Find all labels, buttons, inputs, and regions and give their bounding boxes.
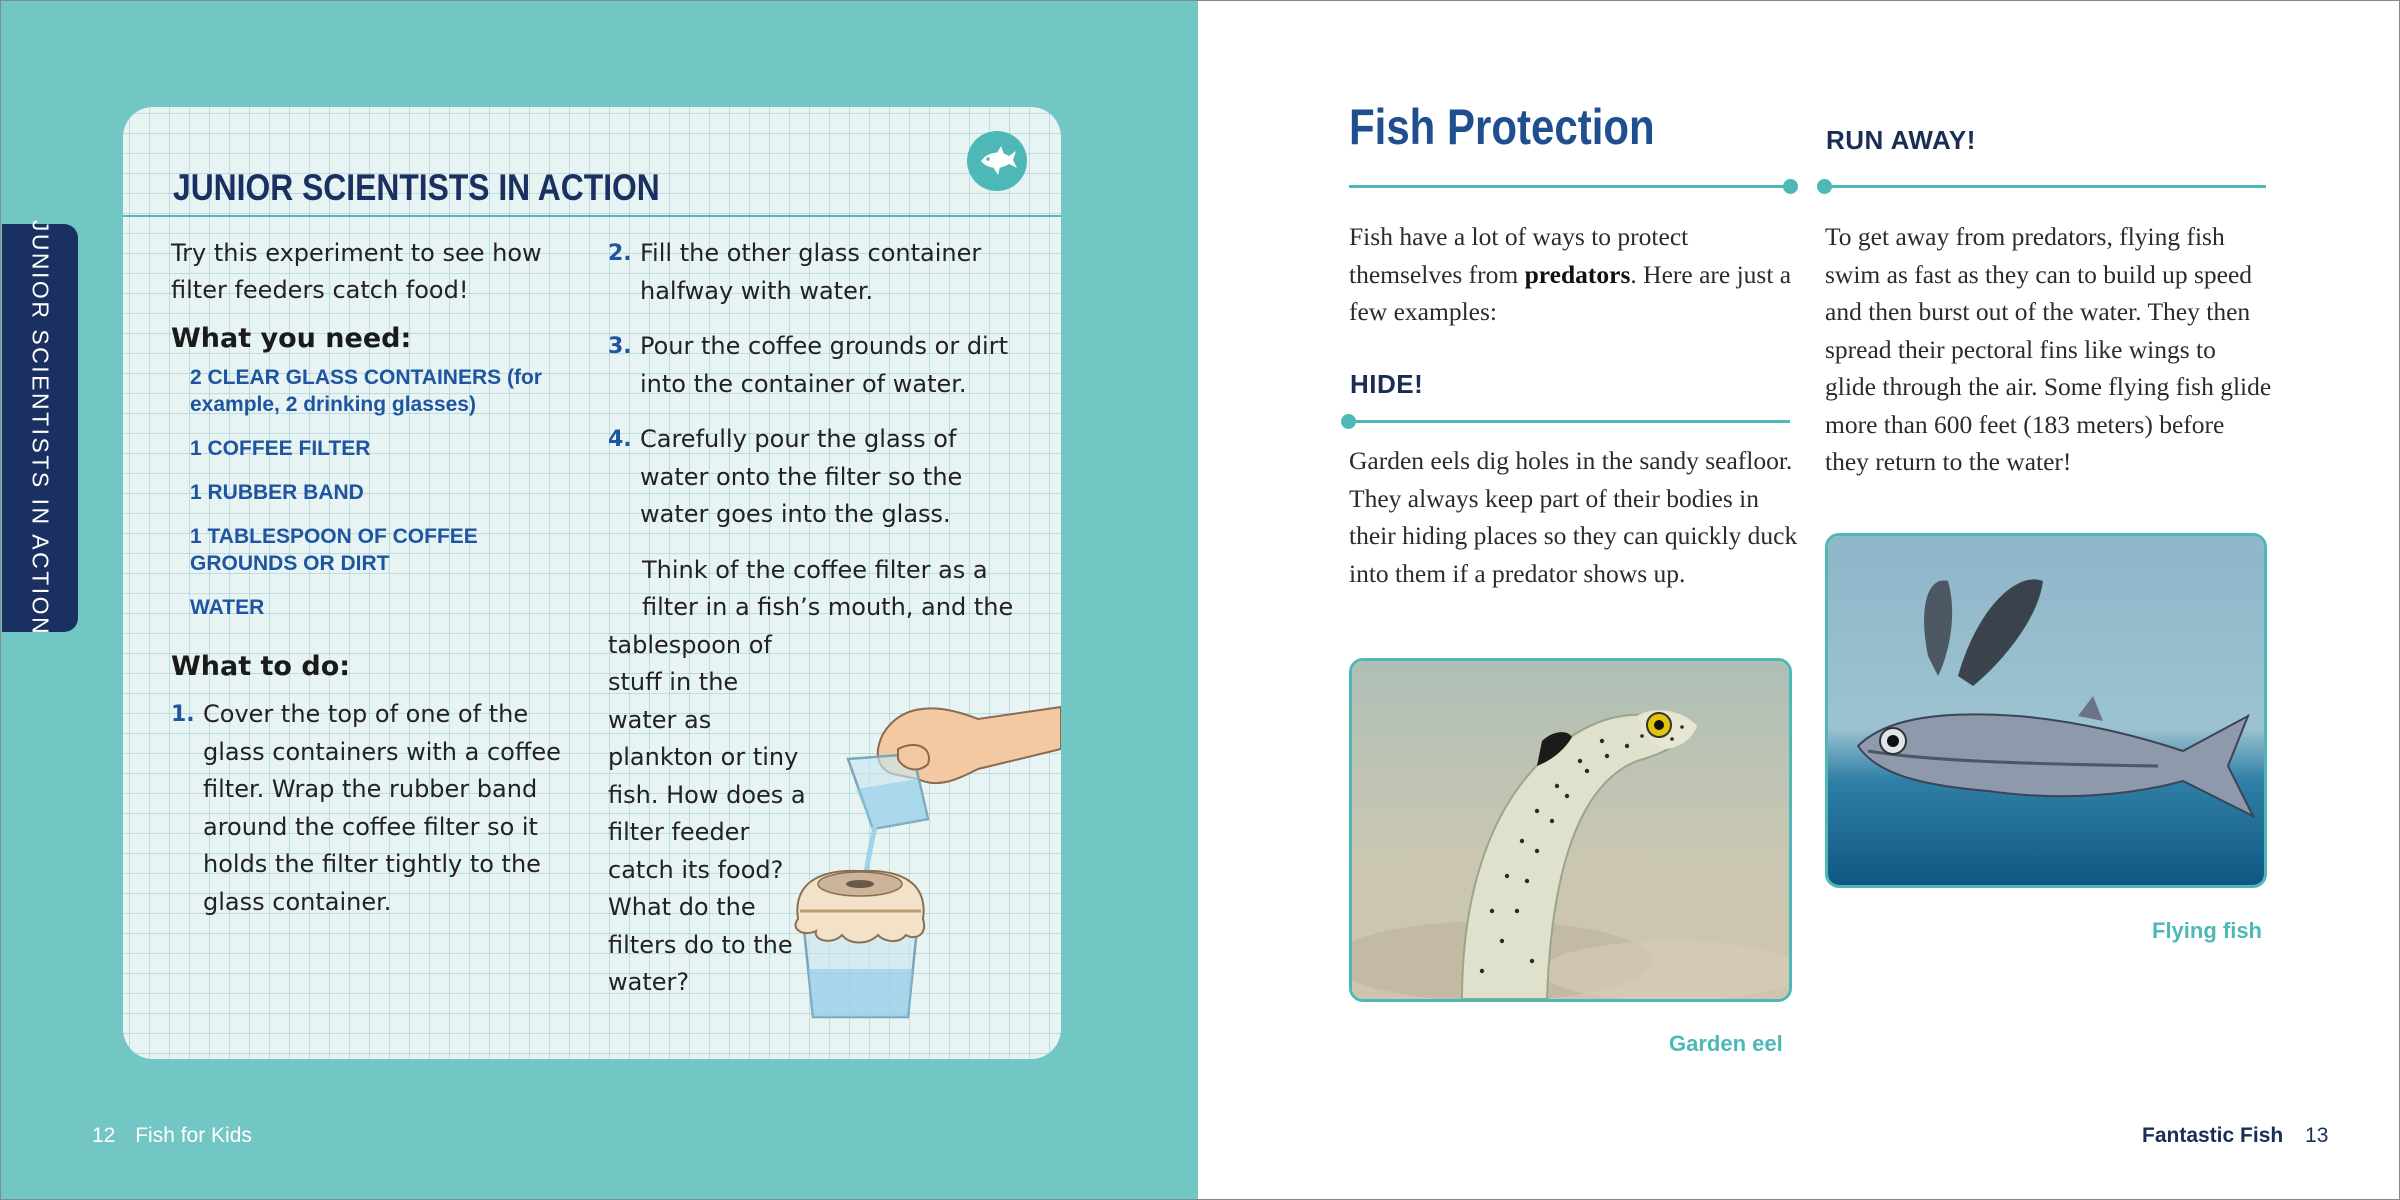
card-title-rule bbox=[123, 215, 1061, 217]
intro-paragraph bbox=[1349, 218, 1794, 331]
card-title: JUNIOR SCIENTISTS IN ACTION bbox=[173, 167, 660, 208]
step-item bbox=[608, 421, 1028, 534]
intro-text: Fish have a lot of ways to protect themselves from bbox=[1349, 222, 1689, 289]
pouring-illustration bbox=[778, 679, 1061, 1029]
garden-eel-photo bbox=[1349, 658, 1792, 1002]
need-item: 1 RUBBER BAND bbox=[190, 481, 364, 504]
step-text: Pour the coffee grounds or dirt into the container of water. bbox=[640, 332, 1009, 398]
step-list-start bbox=[171, 696, 571, 921]
experiment-card bbox=[123, 107, 1061, 1059]
hide-rule bbox=[1349, 420, 1790, 423]
run-away-heading: RUN AWAY! bbox=[1826, 125, 1976, 155]
side-tab-label: JUNIOR SCIENTISTS IN ACTION bbox=[27, 219, 54, 637]
intro-text-end: . Here are just a few examples: bbox=[1349, 259, 1792, 326]
run-away-text: To get away from predators, flying fish swim as fast as they can to build up speed and then burst out of the water. They then spread their pectoral fins like wings to glide through the air. Some flying fish glide more than 600 feet (183 meters) before they return to the water! bbox=[1825, 222, 2272, 476]
garden-eel-caption: Garden eel bbox=[1669, 1031, 1783, 1056]
need-item: 1 COFFEE FILTER bbox=[190, 437, 371, 460]
need-item: WATER bbox=[190, 596, 265, 619]
needs-list bbox=[171, 364, 571, 621]
title-rule bbox=[1349, 185, 1790, 188]
think-lead: Think of the coffee filter as a filter in a fish’s mouth, and the bbox=[642, 555, 1014, 621]
need-item: 1 TABLESPOON OF COFFEE GROUNDS OR DIRT bbox=[190, 525, 478, 575]
step-item bbox=[171, 696, 571, 921]
step-item bbox=[608, 328, 1028, 403]
step-text: Cover the top of one of the glass containers with a coffee filter. Wrap the rubber band around the coffee filter so it holds the filter tightly to the glass container. bbox=[203, 700, 561, 916]
intro-bold-term: predators bbox=[1524, 259, 1631, 289]
book-title: Fish for Kids bbox=[135, 1124, 252, 1147]
needs-column bbox=[171, 235, 571, 921]
need-item: 2 CLEAR GLASS CONTAINERS (for example, 2 drinking glasses) bbox=[190, 366, 542, 416]
step-text: Fill the other glass container halfway with water. bbox=[640, 239, 982, 305]
side-tab bbox=[2, 219, 78, 637]
what-to-do-heading: What to do: bbox=[171, 651, 351, 682]
step-list bbox=[608, 235, 1028, 534]
fish-badge-icon bbox=[967, 131, 1027, 191]
hide-text: Garden eels dig holes in the sandy seafloor. They always keep part of their bodies in their hiding places so they can quickly duck into them if a predator shows up. bbox=[1349, 446, 1798, 588]
flying-fish-caption: Flying fish bbox=[2152, 918, 2262, 943]
step-number: 1. bbox=[171, 702, 195, 727]
page-number: 12 bbox=[92, 1124, 116, 1147]
what-you-need-heading: What you need: bbox=[171, 323, 412, 354]
step-number: 2. bbox=[608, 241, 632, 266]
left-page bbox=[0, 0, 1198, 1200]
rule-dot bbox=[1783, 179, 1798, 194]
step-number: 4. bbox=[608, 427, 632, 452]
hide-heading: HIDE! bbox=[1350, 369, 1424, 399]
chapter-title: Fantastic Fish bbox=[2142, 1124, 2284, 1147]
left-footer bbox=[92, 1124, 252, 1148]
think-rest: tablespoon of stuff in the water as plankton or tiny fish. How does a filter feeder catch its food? What do the filters do to the water? bbox=[608, 630, 806, 996]
step-item bbox=[608, 235, 1028, 310]
right-footer bbox=[2142, 1124, 2328, 1148]
page-number: 13 bbox=[2305, 1124, 2329, 1147]
intro-text: Try this experiment to see how filter feeders catch food! bbox=[171, 239, 542, 304]
flying-fish-photo bbox=[1825, 533, 2267, 888]
step-number: 3. bbox=[608, 334, 632, 359]
run-away-rule bbox=[1826, 185, 2266, 188]
page-title: Fish Protection bbox=[1349, 99, 1655, 155]
step-text: Carefully pour the glass of water onto the filter so the water goes into the glass. bbox=[640, 425, 963, 528]
